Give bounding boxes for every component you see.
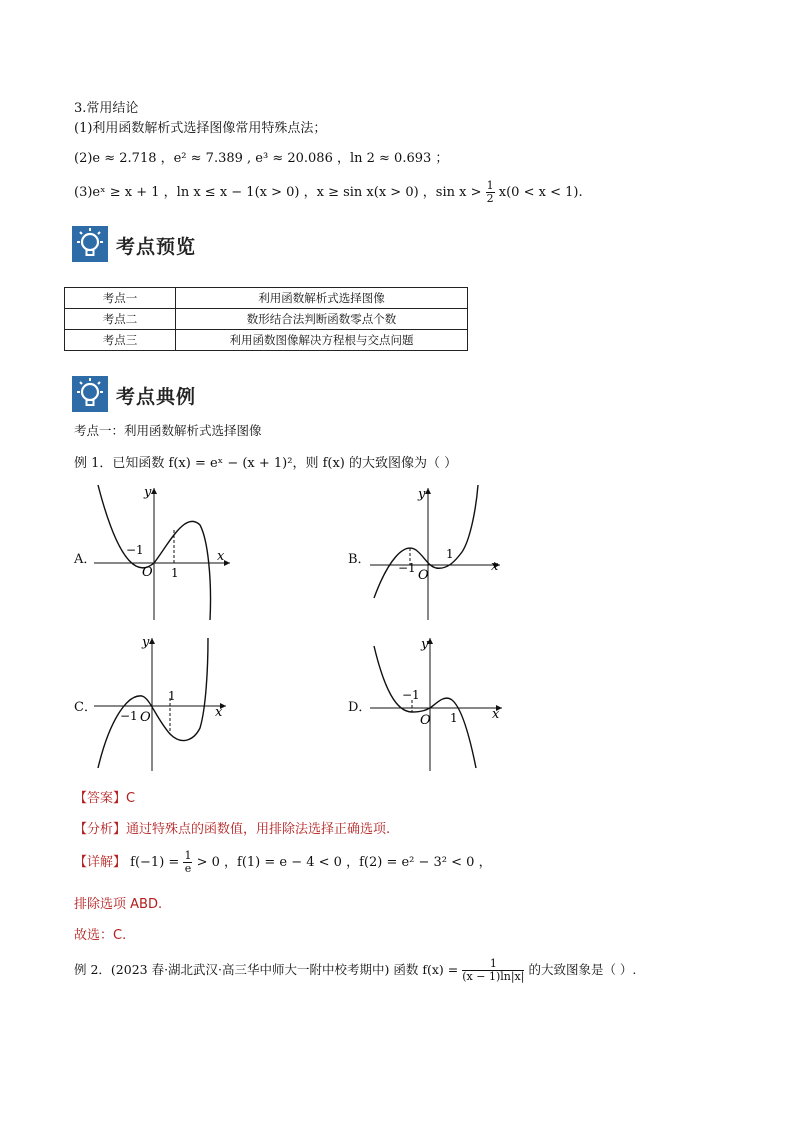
y-axis-label: y: [144, 485, 152, 500]
origin-label: O: [418, 568, 429, 583]
origin-label: O: [142, 565, 153, 580]
conclusion-item-1: (1)利用函数解析式选择图像常用特殊点法；: [74, 121, 327, 136]
y-axis-label: y: [418, 487, 426, 502]
x-axis-label: x: [492, 707, 500, 722]
option-d-graph[interactable]: [366, 628, 516, 773]
examples-banner-title: 考点典例: [116, 386, 197, 408]
fraction-numerator: 1: [486, 179, 494, 192]
tick-label-neg: −1: [402, 688, 420, 702]
fraction-one-half: [486, 180, 495, 205]
detail-prefix: 【详解】: [74, 855, 127, 870]
table-cell-label: 考点三: [65, 330, 176, 351]
example-2-fraction: [462, 958, 524, 983]
y-axis-arrow: [151, 488, 157, 494]
conclusion-item-3-tail: x(0 < x < 1).: [498, 185, 583, 200]
example-2-prefix: 例 2．(2023 春·湖北武汉·高三华中师大一附中校考期中) 函数: [74, 962, 419, 977]
example-1-question: 例 1．已知函数 f(x) = eˣ − (x + 1)²，则 f(x) 的大致图像为（ ）: [74, 456, 458, 471]
tick-label-neg: −1: [126, 543, 144, 557]
table-row: [65, 288, 468, 309]
option-c-graph[interactable]: [90, 628, 240, 773]
preview-banner: [72, 226, 272, 266]
example-2-suffix: 的大致图象是（ ）.: [528, 962, 637, 977]
x-axis-arrow: [224, 560, 230, 566]
example-2-fx: f(x) =: [422, 962, 459, 977]
option-b-graph[interactable]: [366, 480, 516, 622]
detail-text: [74, 850, 492, 875]
examples-banner: [72, 376, 272, 416]
lightbulb-icon: [72, 376, 108, 412]
option-d-label[interactable]: D．: [348, 700, 372, 715]
y-axis-arrow: [425, 488, 431, 494]
fraction-denominator: (x − 1)ln|x|: [462, 970, 525, 983]
option-a-label[interactable]: A．: [74, 552, 97, 567]
y-axis-label: y: [421, 637, 429, 652]
answer-text: 【答案】C: [74, 791, 136, 806]
table-cell-label: 考点一: [65, 288, 176, 309]
table-row: [65, 330, 468, 351]
y-axis-arrow: [149, 638, 155, 644]
tick-label-pos: 1: [168, 689, 176, 703]
option-a-graph[interactable]: [90, 480, 240, 622]
conclusion-item-3: [74, 180, 583, 205]
table-cell-content: 数形结合法判断函数零点个数: [176, 309, 468, 330]
option-b-label[interactable]: B．: [348, 552, 371, 567]
y-axis-label: y: [142, 635, 150, 650]
tick-label-pos: 1: [446, 547, 454, 561]
table-cell-content: 利用函数图像解决方程根与交点问题: [176, 330, 468, 351]
curve-d: [374, 646, 476, 768]
curve-c: [98, 638, 208, 768]
preview-table: [64, 287, 468, 351]
exclude-text: 排除选项 ABD.: [74, 897, 163, 912]
conclusion-item-3-text: (3)eˣ ≥ x + 1 ，ln x ≤ x − 1(x > 0) ，x ≥ sin x(x > 0) ，sin x >: [74, 185, 482, 200]
preview-banner-title: 考点预览: [116, 236, 197, 258]
topic-one-heading: 考点一：利用函数解析式选择图像: [74, 423, 262, 438]
option-c-label[interactable]: C．: [74, 700, 97, 715]
conclusions-heading: 3.常用结论: [74, 101, 139, 116]
tick-label-pos: 1: [171, 566, 179, 580]
example-2-question: [74, 958, 636, 983]
x-axis-label: x: [215, 705, 223, 720]
lightbulb-icon: [72, 226, 108, 262]
fraction-numerator: 1: [462, 958, 524, 971]
x-axis-label: x: [491, 559, 499, 574]
fraction-denominator: 2: [486, 192, 494, 205]
detail-formula-b: > 0 ，f(1) = e − 4 < 0 ，f(2) = e² − 3² < 0 ，: [196, 855, 492, 870]
tick-label-neg: −1: [120, 709, 138, 723]
tick-label-pos: 1: [450, 711, 458, 725]
fraction-one-over-e: [183, 850, 192, 875]
origin-label: O: [140, 710, 151, 725]
conclusion-item-2: (2)e ≈ 2.718 ，e² ≈ 7.389 , e³ ≈ 20.086 ，ln 2 ≈ 0.693 ；: [74, 151, 449, 166]
tick-label-neg: −1: [398, 561, 416, 575]
table-row: [65, 309, 468, 330]
fraction-numerator: 1: [184, 849, 192, 862]
detail-formula-a: f(−1) =: [130, 855, 180, 870]
choose-text: 故选：C.: [74, 928, 127, 943]
table-cell-label: 考点二: [65, 309, 176, 330]
analysis-text: 【分析】通过特殊点的函数值，用排除法选择正确选项.: [74, 822, 391, 837]
origin-label: O: [420, 713, 431, 728]
table-cell-content: 利用函数解析式选择图像: [176, 288, 468, 309]
x-axis-label: x: [217, 549, 225, 564]
fraction-denominator: e: [184, 862, 192, 875]
